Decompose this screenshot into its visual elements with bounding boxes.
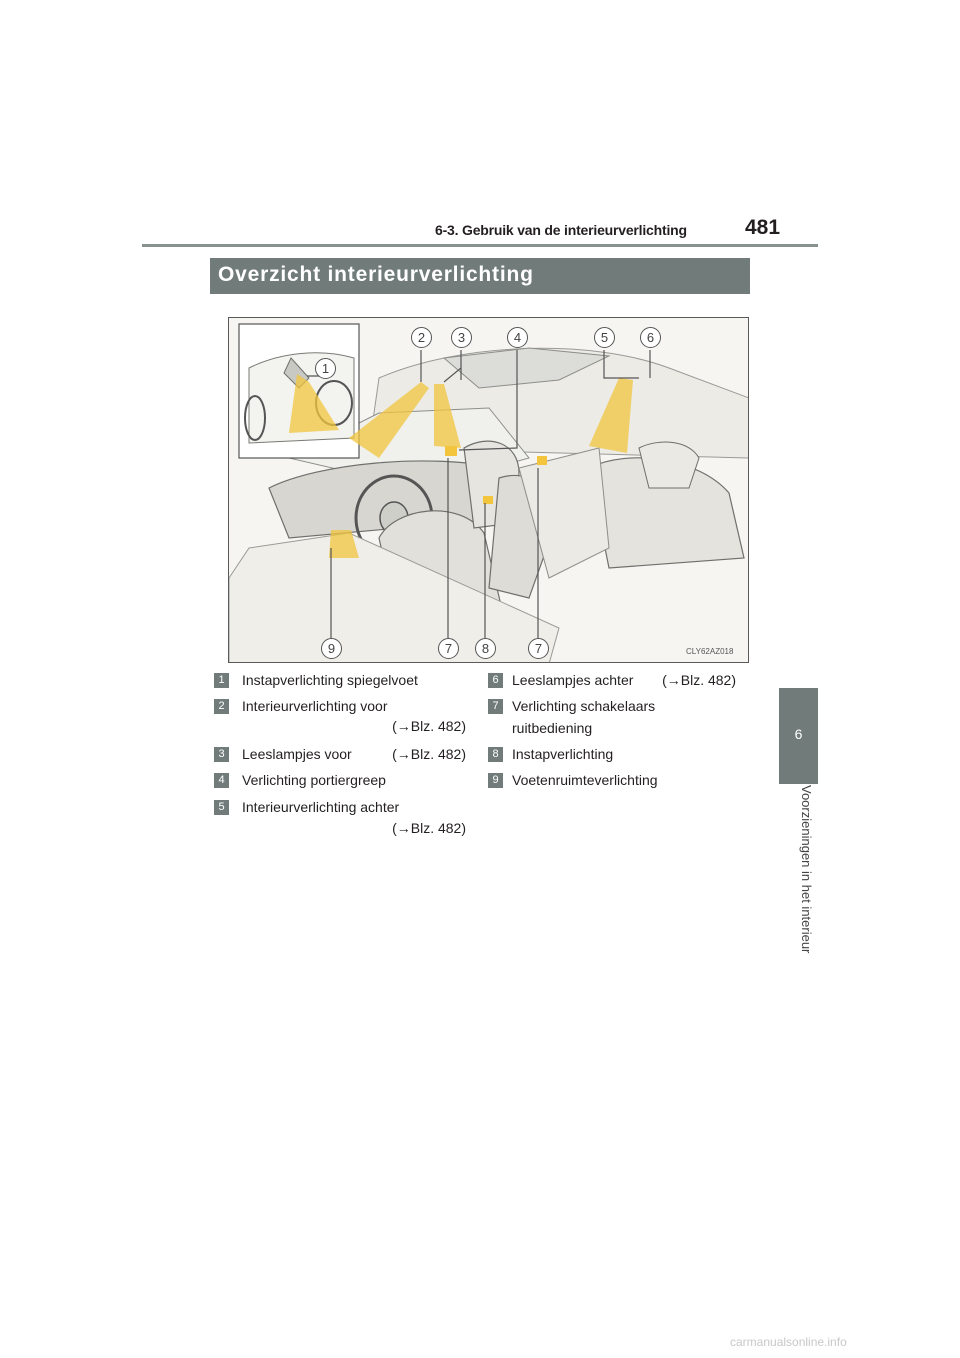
callout-6: 6	[640, 327, 661, 348]
legend-text-3: Leeslampjes voor	[242, 746, 352, 762]
legend-ref-6: (→Blz. 482)	[662, 672, 736, 688]
callout-1: 1	[315, 358, 336, 379]
legend-text-5: Interieurverlichting achter	[242, 799, 400, 815]
door-handle-light	[445, 446, 457, 456]
callout-7a: 7	[438, 638, 459, 659]
courtesy-light	[483, 496, 493, 504]
legend-text-7: Verlichting schakelaars	[512, 698, 656, 714]
legend-text-2: Interieurverlichting voor	[242, 698, 388, 714]
section-title: Overzicht interieurverlichting	[218, 263, 534, 286]
legend-text-6: Leeslampjes achter	[512, 672, 634, 688]
legend-text-1: Instapverlichting spiegelvoet	[242, 672, 418, 688]
legend-num-7: 7	[488, 699, 503, 714]
legend-text-9: Voetenruimteverlichting	[512, 772, 658, 788]
legend-num-2: 2	[214, 699, 229, 714]
callout-8: 8	[475, 638, 496, 659]
legend-text-8: Instapverlichting	[512, 746, 614, 762]
watermark-link[interactable]: carmanualsonline.info	[730, 1335, 847, 1349]
legend-num-9: 9	[488, 773, 503, 788]
callout-2: 2	[411, 327, 432, 348]
legend-ref-5: (→Blz. 482)	[392, 820, 466, 836]
chapter-title: Voorzieningen in het interieur	[799, 785, 814, 954]
legend-text-7-line2: ruitbediening	[512, 720, 593, 736]
chapter-number: 6	[794, 726, 803, 742]
chapter-tab	[779, 688, 818, 784]
callout-4: 4	[507, 327, 528, 348]
section-heading-band	[210, 258, 750, 294]
legend-num-5: 5	[214, 800, 229, 815]
car-interior-drawing	[229, 318, 749, 663]
image-code: CLY62AZ018	[686, 647, 734, 656]
callout-9: 9	[321, 638, 342, 659]
footwell-light-beam	[329, 530, 359, 558]
legend-num-6: 6	[488, 673, 503, 688]
interior-lighting-illustration	[228, 317, 749, 663]
legend-num-3: 3	[214, 747, 229, 762]
header-rule	[142, 244, 818, 247]
callout-3: 3	[451, 327, 472, 348]
power-window-switch-light	[537, 456, 547, 465]
callout-5: 5	[594, 327, 615, 348]
legend-text-4: Verlichting portiergreep	[242, 772, 386, 788]
running-header-section: 6-3. Gebruik van de interieurverlichting	[435, 222, 687, 238]
legend-num-4: 4	[214, 773, 229, 788]
legend-num-8: 8	[488, 747, 503, 762]
legend-num-1: 1	[214, 673, 229, 688]
page-number: 481	[745, 216, 781, 239]
legend-ref-3: (→Blz. 482)	[392, 746, 466, 762]
legend-ref-2: (→Blz. 482)	[392, 718, 466, 734]
callout-7b: 7	[528, 638, 549, 659]
